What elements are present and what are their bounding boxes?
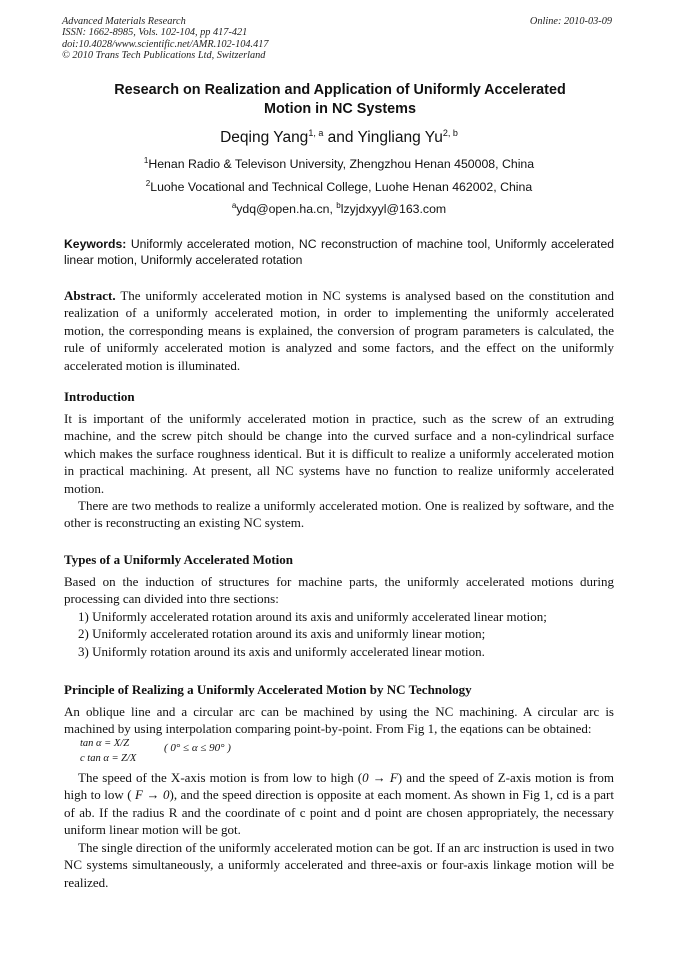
equation-range: ( 0° ≤ α ≤ 90° ): [164, 742, 231, 754]
abstract-paragraph: [64, 287, 614, 374]
title-line-1: Research on Realization and Application of Uniformly Accelerated: [114, 82, 566, 98]
p2-part-a: The speed of the X-axis motion is from low to high (: [78, 770, 363, 785]
title-line-2: Motion in NC Systems: [264, 101, 416, 117]
section-heading-principle: Principle of Realizing a Uniformly Accelerated Motion by NC Technology: [64, 682, 472, 697]
author-and: and: [323, 129, 358, 146]
math-0-to-F: 0 → F: [362, 770, 398, 785]
journal-name: Advanced Materials Research: [62, 16, 186, 27]
affiliation-2-text: Luohe Vocational and Technical College, Luohe Henan 462002, China: [150, 180, 533, 194]
keywords-paragraph: [64, 236, 614, 268]
affiliation-1-text: Henan Radio & Televison University, Zhengzhou Henan 450008, China: [148, 157, 535, 171]
online-date: Online: 2010-03-09: [529, 16, 612, 27]
p2-part-c: ), and the speed direction is opposite at each moment. As shown in Fig 1, cd is a part of ab. If the radius R and the coordinate of c point and d point are chosen appropriately, the necessary uniform linear motion will be got.: [64, 787, 614, 838]
math-F-to-0: F → 0: [131, 787, 170, 803]
section-heading-introduction: Introduction: [64, 389, 135, 404]
abstract-text: The uniformly accelerated motion in NC systems is analysed based on the constitution and realization of a uniformly accelerated motion, in order to implementing the uniformly accelerated motion, the corresponding means is explained, the conversion of program parameters is calculated, the rule of uniformly accelerated motion is analyzed and some factors, and the effect on the uniformly accelerated motion is illuminated.: [64, 288, 614, 373]
affiliation-1: [0, 156, 678, 172]
affiliation-2: [0, 179, 678, 195]
author-1-sup: 1, a: [308, 128, 324, 138]
issn-line: ISSN: 1662-8985, Vols. 102-104, pp 417-421: [62, 27, 248, 39]
author-line: [0, 128, 678, 148]
doi-line: doi:10.4028/www.scientific.net/AMR.102-104.417: [62, 38, 269, 50]
principle-paragraph-2: [64, 769, 614, 839]
list-item: 1) Uniformly accelerated rotation around its axis and uniformly accelerated linear motion;: [78, 609, 547, 624]
affiliation-1-sup: 1: [143, 156, 149, 165]
introduction-paragraph-1: It is important of the uniformly accelerated motion in practice, such as the screw of an extruding machine, and the screw pitch should be change into the curved surface and a non-cylindrical surface which makes the surface roughness identical. But it is difficult to realize a uniformly accelerated motion in practical machining. At present, all NC systems have no function to realize uniformly accelerated motion.: [64, 411, 614, 496]
introduction-paragraph-2: There are two methods to realize a uniformly accelerated motion. One is realized by software, and the other is reconstructing an existing NC system.: [64, 498, 614, 531]
equation-tan: tan α = X/Z: [80, 738, 130, 749]
principle-paragraph-1: An oblique line and a circular arc can be machined by using the NC machining. A circular arc is machined by using interpolation comparing point-by-point. From Fig 1, the eqations can be obtained:: [64, 704, 614, 737]
principle-paragraph-3: The single direction of the uniformly accelerated motion can be got. If an arc instruction is used in two NC systems simultaneously, a uniformly accelerated and three-axis or four-axis linkage motion will be realized.: [64, 840, 614, 890]
types-list: [78, 608, 618, 660]
email-a-sup: a: [231, 201, 237, 210]
author-2-sup: 2, b: [442, 128, 458, 138]
email-a[interactable]: ydq@open.ha.cn,: [236, 202, 337, 216]
list-item: 3) Uniformly rotation around its axis and uniformly accelerated linear motion.: [78, 643, 485, 659]
keywords-label: Keywords:: [64, 237, 127, 251]
keywords-text: Uniformly accelerated motion, NC reconstruction of machine tool, Uniformly accelerated linear motion, Uniformly accelerated rotation: [64, 237, 614, 267]
list-item: 2) Uniformly accelerated rotation around its axis and uniformly linear motion;: [78, 626, 486, 642]
email-b[interactable]: lzyjdxyyl@163.com: [340, 202, 447, 216]
author-2: Yingliang Yu: [357, 129, 443, 146]
email-b-sup: b: [336, 201, 341, 210]
paper-title: [80, 81, 600, 119]
types-paragraph: Based on the induction of structures for machine parts, the uniformly accelerated motions during processing can divided into thre sections:: [64, 574, 614, 607]
email-line: [0, 201, 678, 217]
abstract-label: Abstract.: [64, 288, 116, 303]
author-1: Deqing Yang: [220, 129, 309, 146]
equation-ctan: c tan α = Z/X: [80, 753, 137, 764]
section-heading-types: Types of a Uniformly Accelerated Motion: [64, 552, 294, 567]
journal-header: [62, 16, 612, 62]
affiliation-2-sup: 2: [145, 179, 151, 188]
p2-part-b: ) and the speed of Z-axis motion is from high to low (: [64, 770, 614, 803]
copyright-line: © 2010 Trans Tech Publications Ltd, Switzerland: [62, 50, 266, 62]
